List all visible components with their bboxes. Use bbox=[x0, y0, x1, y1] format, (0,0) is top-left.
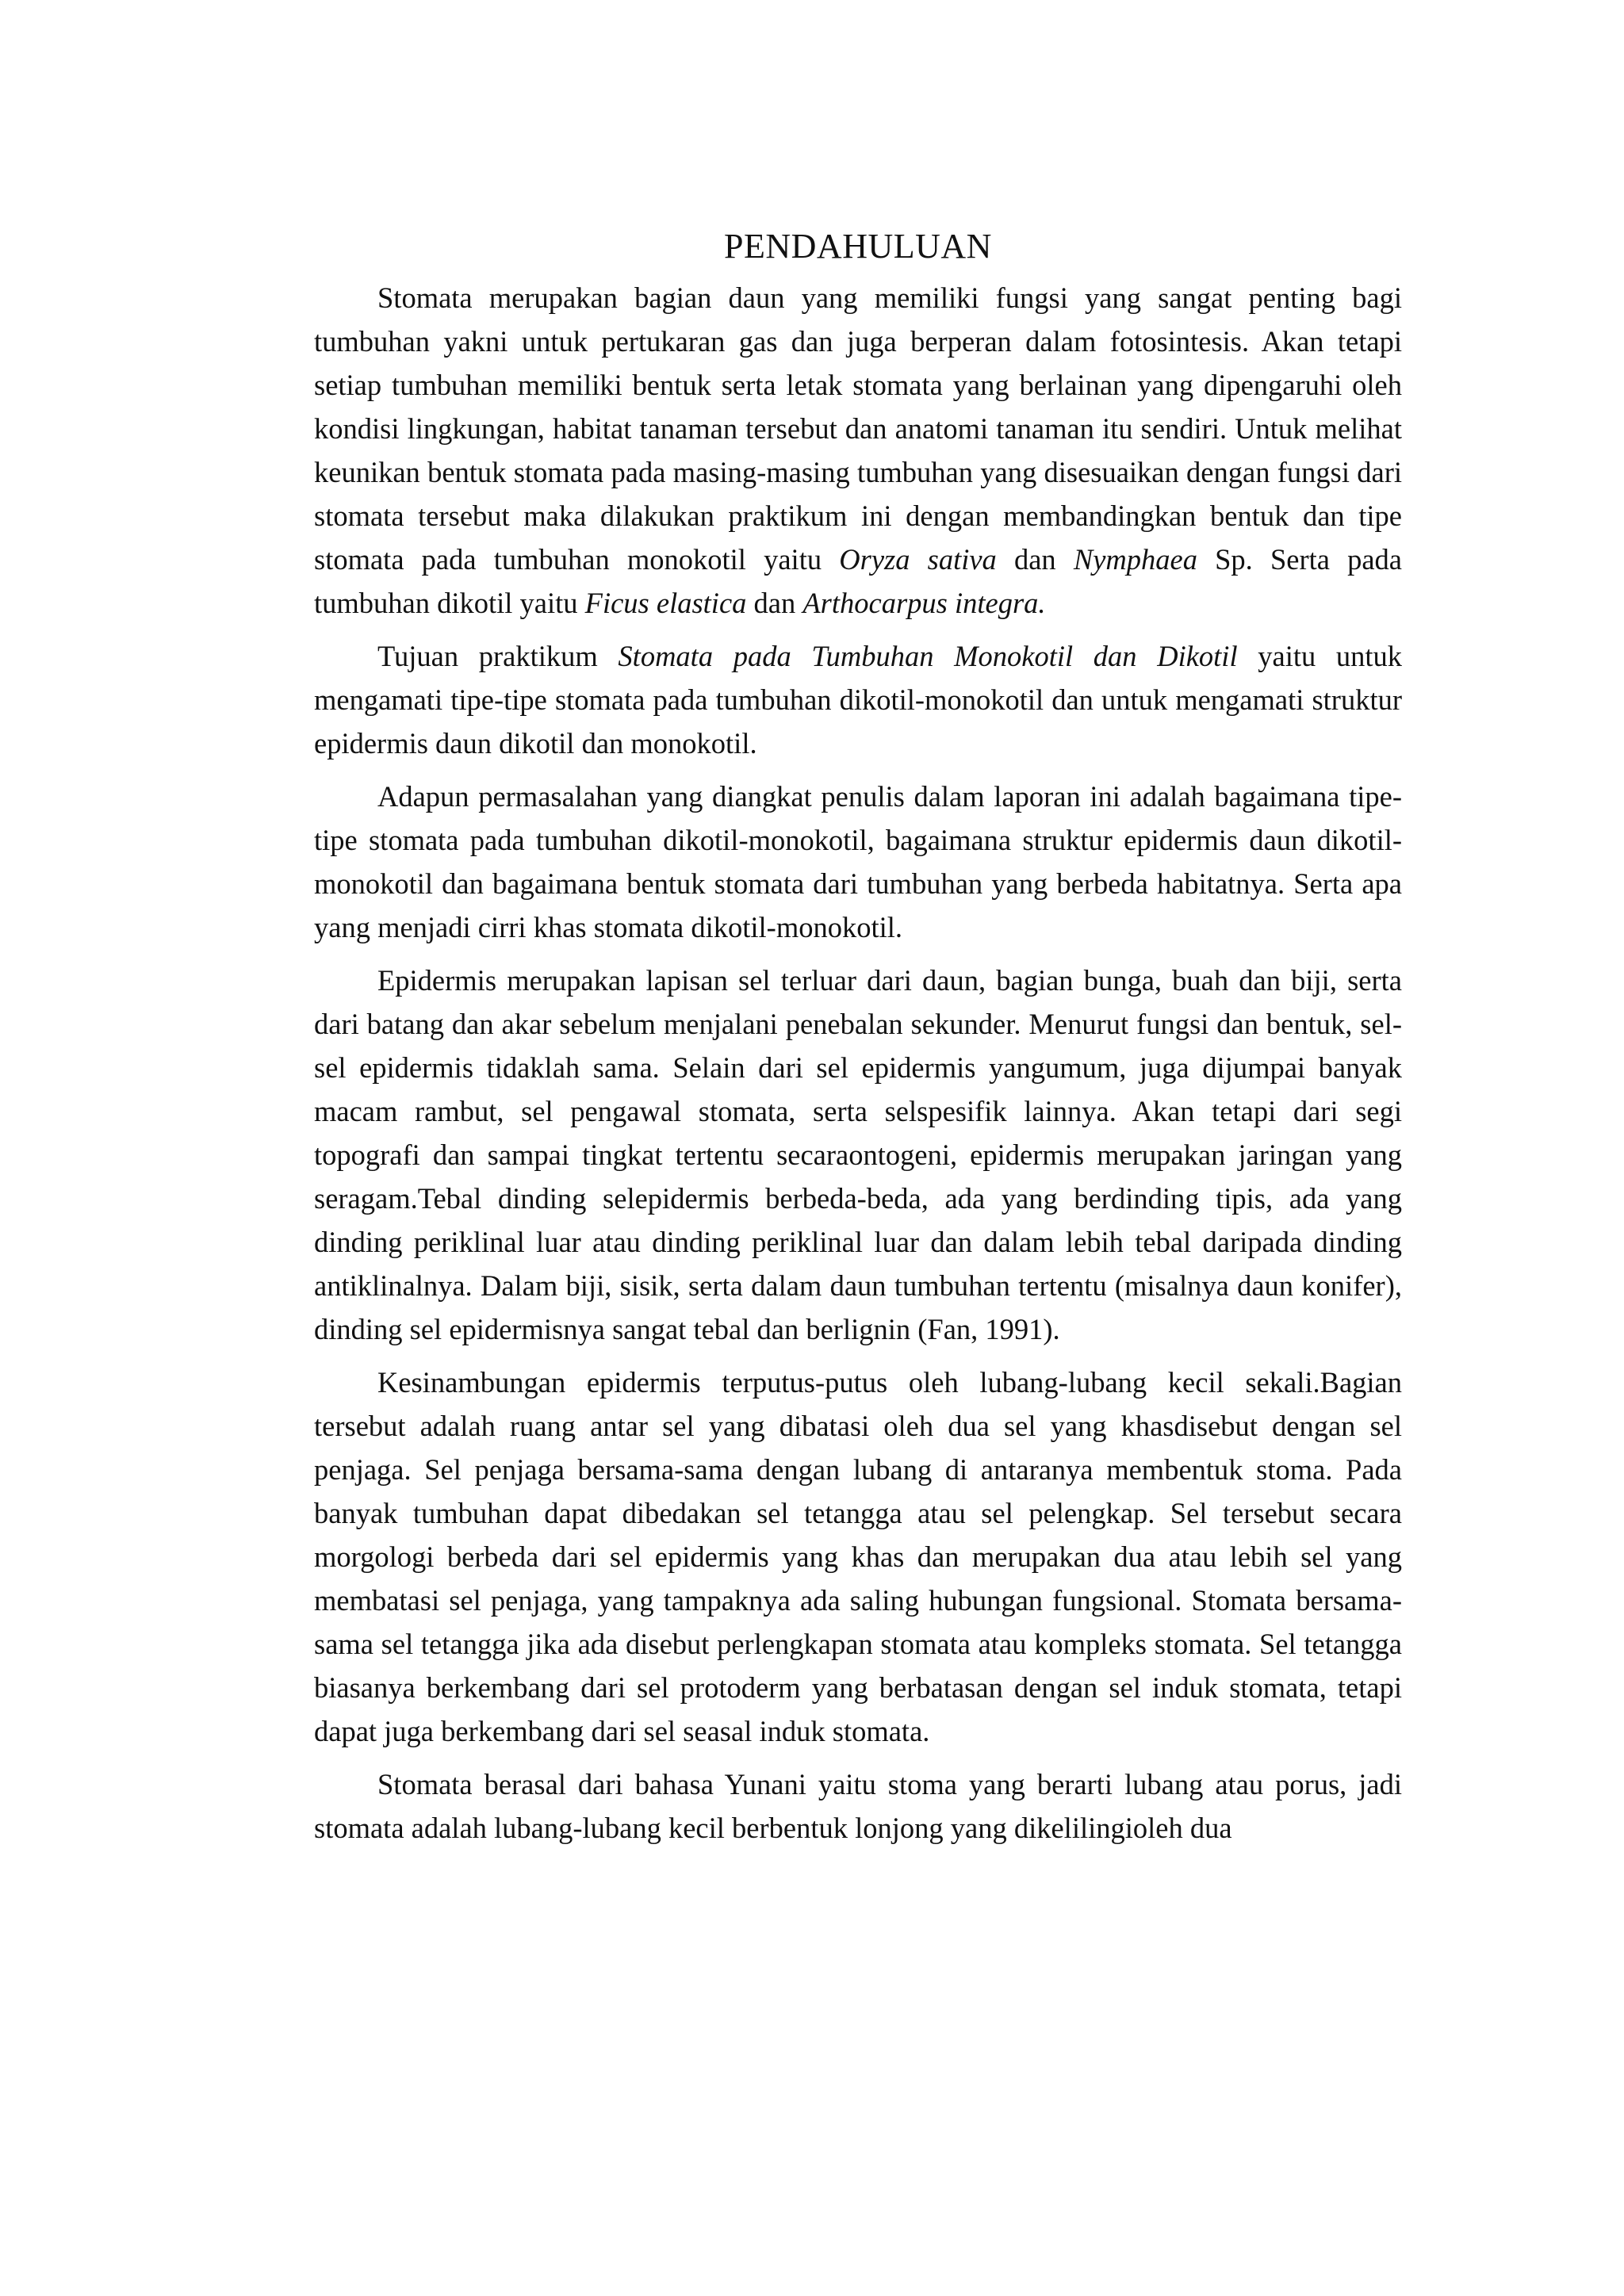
text-segment: Epidermis merupakan lapisan sel terluar dari daun, bagian bunga, buah dan biji, serta dari batang dan akar sebelum menjalani penebalan sekunder. Menurut fungsi dan bentuk, sel-sel epidermis tidaklah sama. Selain dari sel epidermis yangumum, juga dijumpai banyak macam rambut, sel pengawal stomata, serta selspesifik lainnya. Akan tetapi dari segi topografi dan sampai tingkat tertentu secaraontogeni, epidermis merupakan jaringan yang seragam.Tebal dinding selepidermis berbeda-beda, ada yang berdinding tipis, ada yang dinding periklinal luar atau dinding periklinal luar dan dalam lebih tebal daripada dinding antiklinalnya. Dalam biji, sisik, serta dalam daun tumbuhan tertentu (misalnya daun konifer), dinding sel epidermisnya sangat tebal dan berlignin (Fan, 1991). bbox=[314, 964, 1402, 1345]
text-segment: Sp. Serta pada tumbuhan dikotil yaitu bbox=[314, 543, 1402, 619]
page-title: PENDAHULUAN bbox=[724, 227, 992, 266]
text-segment: Stomata berasal dari bahasa Yunani yaitu stoma yang berarti lubang atau porus, jadi stomata adalah lubang-lubang kecil berbentuk lonjong yang dikelilingioleh dua bbox=[314, 1768, 1402, 1844]
text-segment: yaitu untuk mengamati tipe-tipe stomata pada tumbuhan dikotil-monokotil dan untuk mengamati struktur epidermis daun dikotil dan monokotil. bbox=[314, 640, 1403, 760]
text-segment: dan bbox=[996, 543, 1074, 576]
italic-text-segment: Stomata pada Tumbuhan Monokotil dan Dikotil bbox=[618, 640, 1238, 672]
text-segment: dan bbox=[746, 587, 803, 619]
italic-text-segment: Oryza sativa bbox=[839, 543, 997, 576]
text-segment: Adapun permasalahan yang diangkat penulis dalam laporan ini adalah bagaimana tipe-tipe stomata pada tumbuhan dikotil-monokotil, bagaimana struktur epidermis daun dikotil-monokotil dan bagaimana bentuk stomata dari tumbuhan yang berbeda habitatnya. Serta apa yang menjadi cirri khas stomata dikotil-monokotil. bbox=[314, 780, 1402, 943]
body-paragraph bbox=[314, 959, 1402, 1351]
body-paragraph bbox=[314, 276, 1402, 625]
document-body bbox=[314, 225, 1402, 1859]
italic-text-segment: Arthocarpus integra. bbox=[802, 587, 1046, 619]
text-segment: Tujuan praktikum bbox=[377, 640, 619, 672]
body-paragraph bbox=[314, 634, 1402, 765]
italic-text-segment: Nymphaea bbox=[1073, 543, 1197, 576]
text-segment: Stomata merupakan bagian daun yang memiliki fungsi yang sangat penting bagi tumbuhan yakni untuk pertukaran gas dan juga berperan dalam fotosintesis. Akan tetapi setiap tumbuhan memiliki bentuk serta letak stomata yang berlainan yang dipengaruhi oleh kondisi lingkungan, habitat tanaman tersebut dan anatomi tanaman itu sendiri. Untuk melihat keunikan bentuk stomata pada masing-masing tumbuhan yang disesuaikan dengan fungsi dari stomata tersebut maka dilakukan praktikum ini dengan membandingkan bentuk dan tipe stomata pada tumbuhan monokotil yaitu bbox=[314, 281, 1402, 576]
paragraph-list bbox=[314, 276, 1402, 1850]
body-paragraph bbox=[314, 775, 1402, 949]
text-segment: Kesinambungan epidermis terputus-putus oleh lubang-lubang kecil sekali.Bagian tersebut adalah ruang antar sel yang dibatasi oleh dua sel yang khasdisebut dengan sel penjaga. Sel penjaga bersama-sama dengan lubang di antaranya membentuk stoma. Pada banyak tumbuhan dapat dibedakan sel tetangga atau sel pelengkap. Sel tersebut secara morgologi berbeda dari sel epidermis yang khas dan merupakan dua atau lebih sel yang membatasi sel penjaga, yang tampaknya ada saling hubungan fungsional. Stomata bersama-sama sel tetangga jika ada disebut perlengkapan stomata atau kompleks stomata. Sel tetangga biasanya berkembang dari sel protoderm yang berbatasan dengan sel induk stomata, tetapi dapat juga berkembang dari sel seasal induk stomata. bbox=[314, 1366, 1402, 1747]
body-paragraph bbox=[314, 1762, 1402, 1850]
body-paragraph bbox=[314, 1360, 1402, 1753]
italic-text-segment: Ficus elastica bbox=[584, 587, 747, 619]
